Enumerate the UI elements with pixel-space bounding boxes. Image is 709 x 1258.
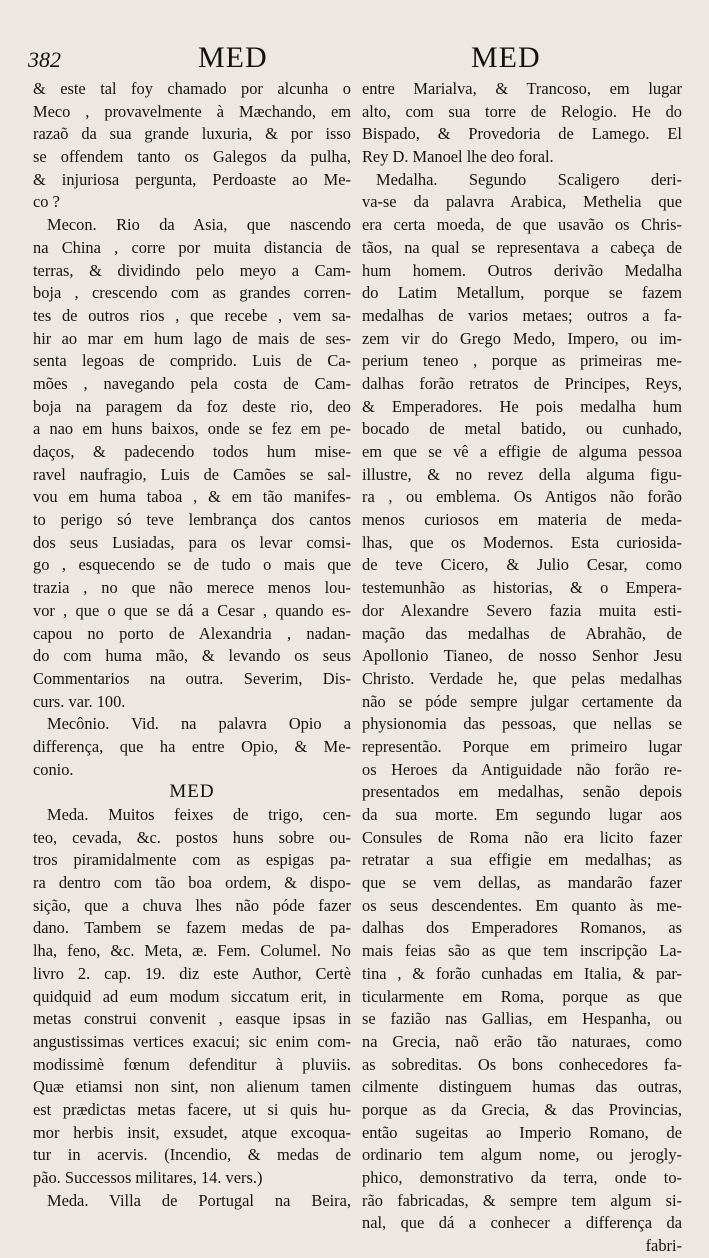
left-column-line: terras, & dividindo pelo meyo a Cam- <box>33 260 351 280</box>
right-column-line: tina , & forão cunhadas em Italia, & par- <box>362 963 682 983</box>
right-column-line: testemunhão as historias, & o Empera- <box>362 578 682 598</box>
left-column-line: vor , que o que se dá a Cesar , quando es- <box>33 600 351 620</box>
left-column-line: a nao em huns baixos, onde se fez em pe- <box>33 419 351 439</box>
right-column-line: cilmente distinguem humas das outras, <box>362 1077 682 1097</box>
left-column-line: daços, & padecendo todos hum mise- <box>33 442 351 461</box>
right-column-line: em que se vê a effigie de alguma pessoa <box>362 442 682 461</box>
right-column-line: hum homem. Outros derivão Medalha <box>362 260 682 280</box>
left-column-line: est prædictas metas facere, ut si quis hu- <box>33 1099 351 1119</box>
left-column-line: teo, cevada, &c. postos huns sobre ou- <box>33 827 351 847</box>
left-column-line: na China , corre por muita distancia de <box>33 237 351 257</box>
right-column-line: phico, demonstrativo da terra, onde to- <box>362 1168 682 1187</box>
left-column-line: hir ao mar em hum lago de mais de ses- <box>33 328 351 348</box>
left-column-line: mor herbis insit, exsudet, atque excoqua- <box>33 1122 351 1142</box>
left-column-line: sição, que a chuva lhes não póde fazer <box>33 895 351 915</box>
right-running-head: MED <box>471 41 541 74</box>
right-column-line: as sobreditas. Os bons conhecedores fa- <box>362 1054 682 1074</box>
right-column-line: physionomia das pessoas, que nellas se <box>362 714 682 734</box>
right-column-line: tãos, na qual se representava a cabeça de <box>362 237 682 257</box>
left-column-line: to perigo só teve lembrança dos cantos <box>33 510 351 530</box>
right-column-line: lhas, que os Modernos. Esta curiosida- <box>362 532 682 552</box>
left-column-line: capou no porto de Alexandria , nadan- <box>33 623 351 643</box>
left-column-line: co ? <box>33 192 60 212</box>
left-column-line: dos seus Lusiadas, para os levar comsi- <box>33 532 351 552</box>
left-column-line: se offendem tanto os Galegos da pulha, <box>33 147 351 167</box>
left-column-line: pão. Successos militares, 14. vers.) <box>33 1168 263 1187</box>
right-column-line: Bispado, & Provedoria de Lamego. El <box>362 124 682 144</box>
right-column-line: se fazião nas Gallias, em Hespanha, ou <box>362 1009 682 1029</box>
left-column-line: razaõ da sua grande luxuria, & por isso <box>33 124 351 144</box>
left-column-line: do com huma mão, & levando os seus <box>33 646 351 666</box>
right-column-line: rão fabricadas, & sempre tem algum si- <box>362 1190 682 1210</box>
left-column-line: dano. Tambem se fazem medas de pa- <box>33 918 351 938</box>
right-column-line: nal, que dá a conhecer a differença da <box>362 1213 682 1233</box>
left-column-line: mões , navegando pela costa de Cam- <box>33 373 351 393</box>
left-column-line: tes de outros rios , que recebe , vem sa- <box>33 305 351 325</box>
right-column-line: era certa moeda, de que usavão os Chris- <box>362 215 682 235</box>
left-column-line: Meda. Villa de Portugal na Beira, <box>47 1190 351 1210</box>
right-column-line: alto, com sua torre de Relogio. He do <box>362 101 682 121</box>
left-column-line: MED <box>169 781 215 803</box>
left-column-line: differença, que ha entre Opio, & Me- <box>33 736 351 756</box>
right-column-line: dalhas dos Emperadores Romanos, as <box>362 918 682 938</box>
right-column-line: medalhas de varios metaes; outros a fa- <box>362 305 682 325</box>
right-column-line: que se vem dellas, as mandarão fazer <box>362 873 682 893</box>
left-column-line: curs. var. 100. <box>33 691 126 711</box>
right-column-line: na Grecia, naõ erão tão naturaes, como <box>362 1031 682 1051</box>
right-column-line: dor Alexandre Severo fazia muita esti- <box>362 600 682 620</box>
right-column-line: ticularmente em Roma, porque as que <box>362 986 682 1006</box>
left-column-line: modissimè fœnum defenditur à pluviis. <box>33 1054 351 1074</box>
left-column-line: livro 2. cap. 19. diz este Author, Certè <box>33 963 351 983</box>
right-column-line: ordinario tem algum nome, ou jerogly- <box>362 1145 682 1165</box>
right-column-line: mação das medalhas de Abrahão, de <box>362 623 682 643</box>
right-column-line: mais feias são as que tem inscripção La- <box>362 941 682 961</box>
left-column-line: tros piramidalmente com as espigas pa- <box>33 850 351 870</box>
left-column-line: trazia , no que não merece menos lou- <box>33 578 351 598</box>
right-column-line: Consules de Roma não era licito fazer <box>362 827 682 847</box>
right-column-line: representão. Porque em primeiro lugar <box>362 736 682 756</box>
right-column-line: dalhas forão retratos de Principes, Reys, <box>362 373 682 393</box>
right-column-line: fabri- <box>645 1236 682 1256</box>
right-column <box>362 78 682 1258</box>
left-column-line: Meda. Muitos feixes de trigo, cen- <box>47 805 351 824</box>
right-column-line: & Emperadores. He pois medalha hum <box>362 396 682 416</box>
right-column-line: do Latim Metallum, porque se fazem <box>362 283 682 303</box>
left-column <box>33 78 351 1212</box>
right-column-line: retratar a sua effigie em medalhas; as <box>362 850 682 870</box>
right-column-line: zem vir do Grego Medo, Impero, ou im- <box>362 328 682 348</box>
right-column-line: entre Marialva, & Trancoso, em lugar <box>362 79 682 98</box>
left-column-line: angustissimas vertices exacui; sic enim com- <box>33 1031 351 1051</box>
left-running-head: MED <box>198 41 268 74</box>
left-column-line: senta legoas de comprido. Luis de Ca- <box>33 351 351 371</box>
left-column-line: Meco , provavelmente à Mæchando, em <box>33 101 351 121</box>
right-column-line: de teve Cicero, & Julio Cesar, como <box>362 555 682 575</box>
left-column-line: & injuriosa pergunta, Perdoaste ao Me- <box>33 169 351 189</box>
left-column-line: go , esquecendo se de tudo o mais que <box>33 555 351 575</box>
right-column-line: Rey D. Manoel lhe deo foral. <box>362 147 554 167</box>
right-column-line: presentados em medalhas, senão depois <box>362 782 682 802</box>
left-column-line: ra dentro com tão boa ordem, & dispo- <box>33 873 351 893</box>
left-column-line: Mecon. Rio da Asia, que nascendo <box>47 215 351 235</box>
right-column-line: perium teneo , porque as primeiras me- <box>362 351 682 371</box>
right-column-line: ra , ou emblema. Os Antigos não forão <box>362 487 682 507</box>
left-column-line: Commentarios na outra. Severim, Dis- <box>33 668 351 688</box>
left-column-line: Quæ etiamsi non sint, non alienum tamen <box>33 1077 351 1097</box>
right-column-line: não se póde sempre julgar certamente da <box>362 691 682 711</box>
right-column-line: os Heroes da Antiguidade não forão re- <box>362 759 682 779</box>
right-column-line: da sua morte. Em segundo lugar aos <box>362 805 682 824</box>
right-column-line: Medalha. Segundo Scaligero deri- <box>376 169 682 189</box>
left-column-line: Mecônio. Vid. na palavra Opio a <box>47 714 351 734</box>
right-column-line: porque as da Grecia, & das Provincias, <box>362 1099 682 1119</box>
left-column-line: tur in acervis. (Incendio, & medas de <box>33 1145 351 1165</box>
left-column-line: vou em huma taboa , & em tão manifes- <box>33 487 351 507</box>
right-column-line: então sugeitas ao Imperio Romano, de <box>362 1122 682 1142</box>
right-column-line: Apollonio Tianeo, de nosso Senhor Jesu <box>362 646 682 666</box>
left-column-line: conio. <box>33 759 74 779</box>
right-column-line: va-se da palavra Arabica, Methelia que <box>362 192 682 212</box>
left-column-line: lha, feno, &c. Meta, æ. Fem. Columel. No <box>33 941 351 961</box>
running-header <box>0 41 709 77</box>
right-column-line: bocado de metal batido, ou cunhado, <box>362 419 682 439</box>
left-column-line: ravel naufragio, Luis de Camões se sal- <box>33 464 351 484</box>
left-column-line: boja , crescendo com as grandes corren- <box>33 283 351 303</box>
page-number: 382 <box>28 47 61 72</box>
right-column-line: menos curiosos em materia de meda- <box>362 510 682 530</box>
left-column-line: metas construi convenit , easque ipsas in <box>33 1009 351 1029</box>
left-column-line: & este tal foy chamado por alcunha o <box>33 79 351 98</box>
right-column-line: os seus descendentes. Em quanto às me- <box>362 895 682 915</box>
right-column-line: Christo. Verdade he, que pelas medalhas <box>362 668 682 688</box>
right-column-line: illustre, & no revez della alguma figu- <box>362 464 682 484</box>
left-column-line: boja na paragem da foz deste rio, deo <box>33 396 351 416</box>
left-column-line: quidquid ad eum modum siccatum erit, in <box>33 986 351 1006</box>
